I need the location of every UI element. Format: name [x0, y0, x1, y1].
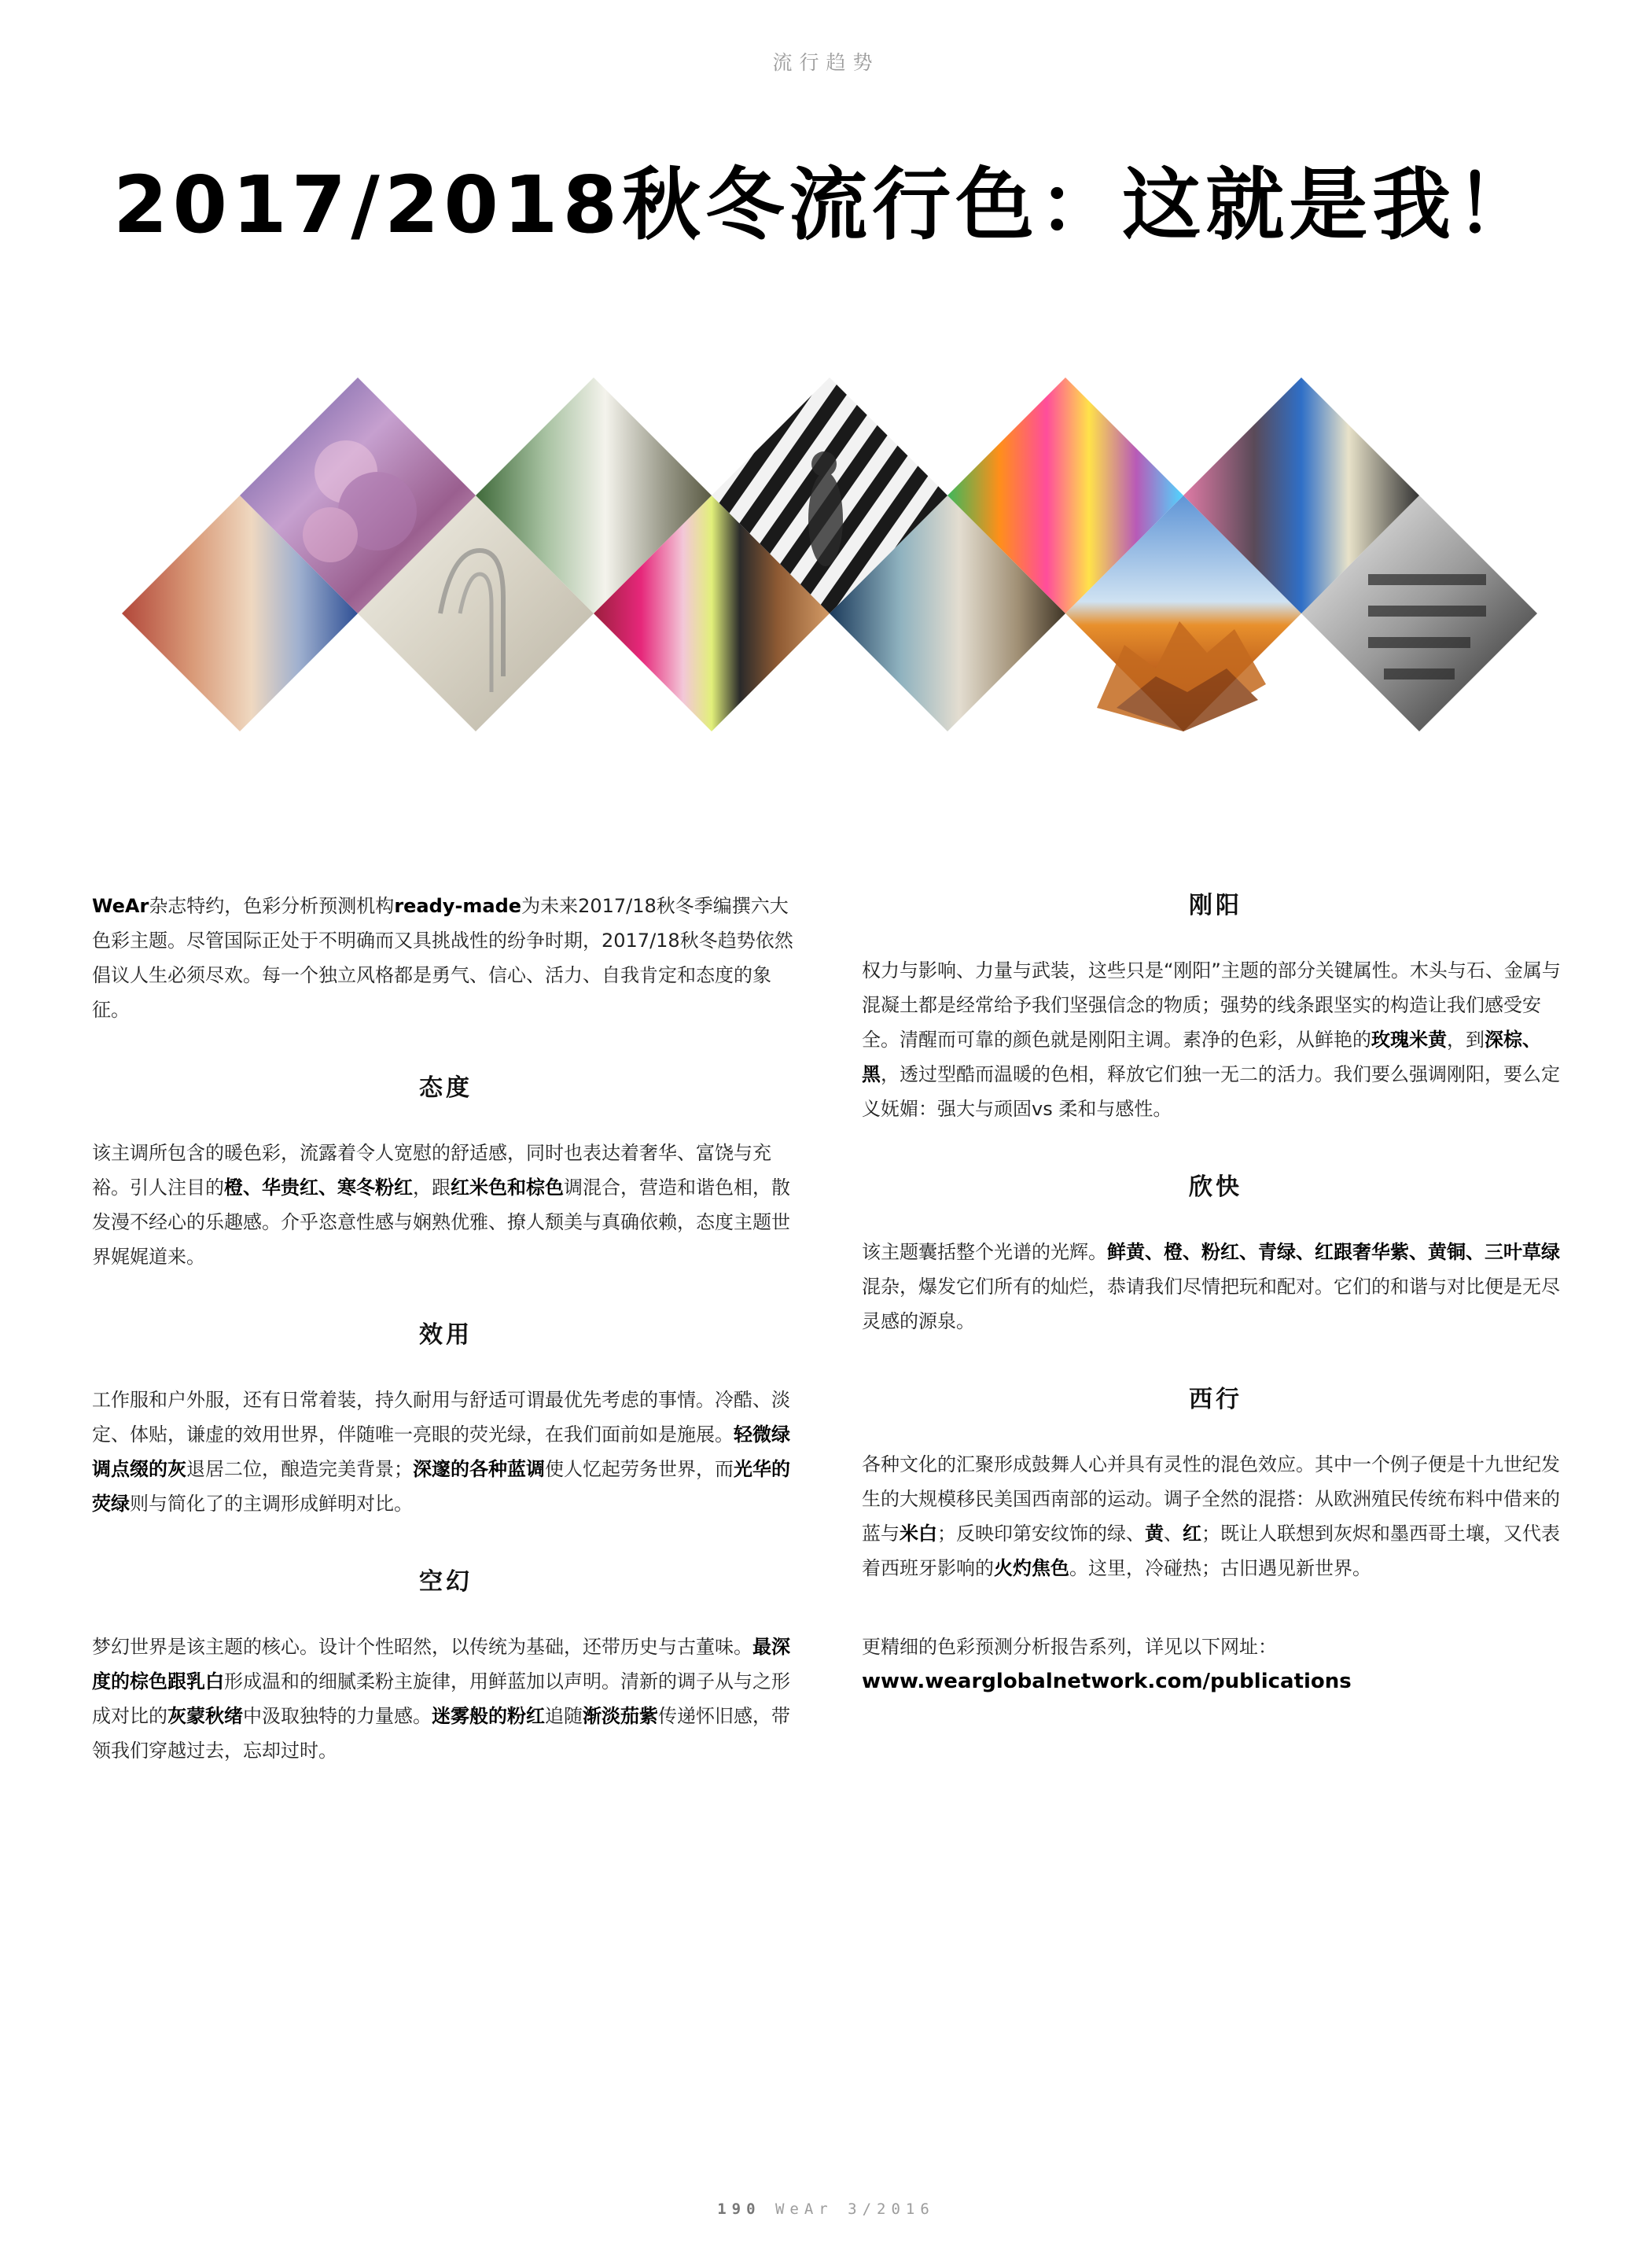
right-column [862, 889, 1569, 1699]
page-number: 190 [717, 2201, 761, 2218]
more-info-text: 更精细的色彩预测分析报告系列，详见以下网址： [862, 1636, 1277, 1658]
paragraph-attitude: 该主调所包含的暖色彩，流露着令人宽慰的舒适感，同时也表达着奢华、富饶与充裕。引人注目的橙、华贵红、寒冬粉红，跟红米色和棕色调混合，营造和谐色相，散发漫不经心的乐趣感。介乎恣意性感与娴熟优雅、撩人颓美与真确依赖，态度主题世界娓娓道来。 [92, 1142, 790, 1268]
paragraph-utility: 工作服和户外服，还有日常着装，持久耐用与舒适可谓最优先考虑的事情。冷酷、淡定、体贴，谦虚的效用世界，伴随唯一亮眼的荧光绿，在我们面前如是施展。轻微绿调点缀的灰退居二位，酿造完美背景；深邃的各种蓝调使人忆起劳务世界，而光华的荧绿则与简化了的主调形成鲜明对比。 [92, 1389, 790, 1515]
heading-dreamy: 空幻 [419, 1568, 473, 1596]
color-diamond-banner [0, 370, 1652, 747]
heading-utility: 效用 [419, 1321, 473, 1349]
left-column [92, 889, 800, 1768]
page-footer [0, 2201, 1652, 2218]
page-title: 2017/2018秋冬流行色：这就是我！ [112, 159, 1540, 251]
magazine-issue: WeAr 3/2016 [774, 2201, 935, 2218]
paragraph-yang: 权力与影响、力量与武装，这些只是“刚阳”主题的部分关键属性。木头与石、金属与混凝土都是经常给予我们坚强信念的物质；强势的线条跟坚实的构造让我们感受安全。清醒而可靠的颜色就是刚阳主调。素净的色彩，从鲜艳的玫瑰米黄，到深棕、黑，透过型酷而温暖的色相，释放它们独一无二的活力。我们要么强调刚阳，要么定义妩媚：强大与顽固vs 柔和与感性。 [862, 959, 1561, 1120]
paragraph-euphoria: 该主题囊括整个光谱的光辉。鲜黄、橙、粉红、青绿、红跟奢华紫、黄铜、三叶草绿混杂，爆发它们所有的灿烂，恭请我们尽情把玩和配对。它们的和谐与对比便是无尽灵感的源泉。 [862, 1241, 1560, 1332]
heading-attitude: 态度 [419, 1074, 473, 1102]
heading-yang: 刚阳 [1189, 892, 1242, 919]
intro-paragraph: WeAr杂志特约，色彩分析预测机构ready-made为未来2017/18秋冬季编撰六大色彩主题。尽管国际正处于不明确而又具挑战性的纷争时期，2017/18秋冬趋势依然倡议人生必须尽欢。每一个独立风格都是勇气、信心、活力、自我肯定和态度的象征。 [92, 895, 793, 1021]
heading-euphoria: 欣快 [1189, 1173, 1242, 1201]
heading-west: 西行 [1189, 1386, 1242, 1413]
paragraph-west: 各种文化的汇聚形成鼓舞人心并具有灵性的混色效应。其中一个例子便是十九世纪发生的大规模移民美国西南部的运动。调子全然的混搭：从欧洲殖民传统布料中借来的蓝与米白；反映印第安纹饰的绿、黄、红；既让人联想到灰烬和墨西哥土壤，又代表着西班牙影响的火灼焦色。这里，冷碰热；古旧遇见新世界。 [862, 1453, 1560, 1579]
paragraph-dreamy: 梦幻世界是该主题的核心。设计个性昭然，以传统为基础，还带历史与古董味。最深度的棕色跟乳白形成温和的细腻柔粉主旋律，用鲜蓝加以声明。清新的调子从与之形成对比的灰蒙秋绪中汲取独特的力量感。迷雾般的粉红追随渐淡茄紫传递怀旧感，带领我们穿越过去，忘却过时。 [92, 1636, 790, 1762]
publications-link[interactable]: www.wearglobalnetwork.com/publications [862, 1670, 1352, 1693]
section-tag: 流行趋势 [772, 51, 880, 74]
